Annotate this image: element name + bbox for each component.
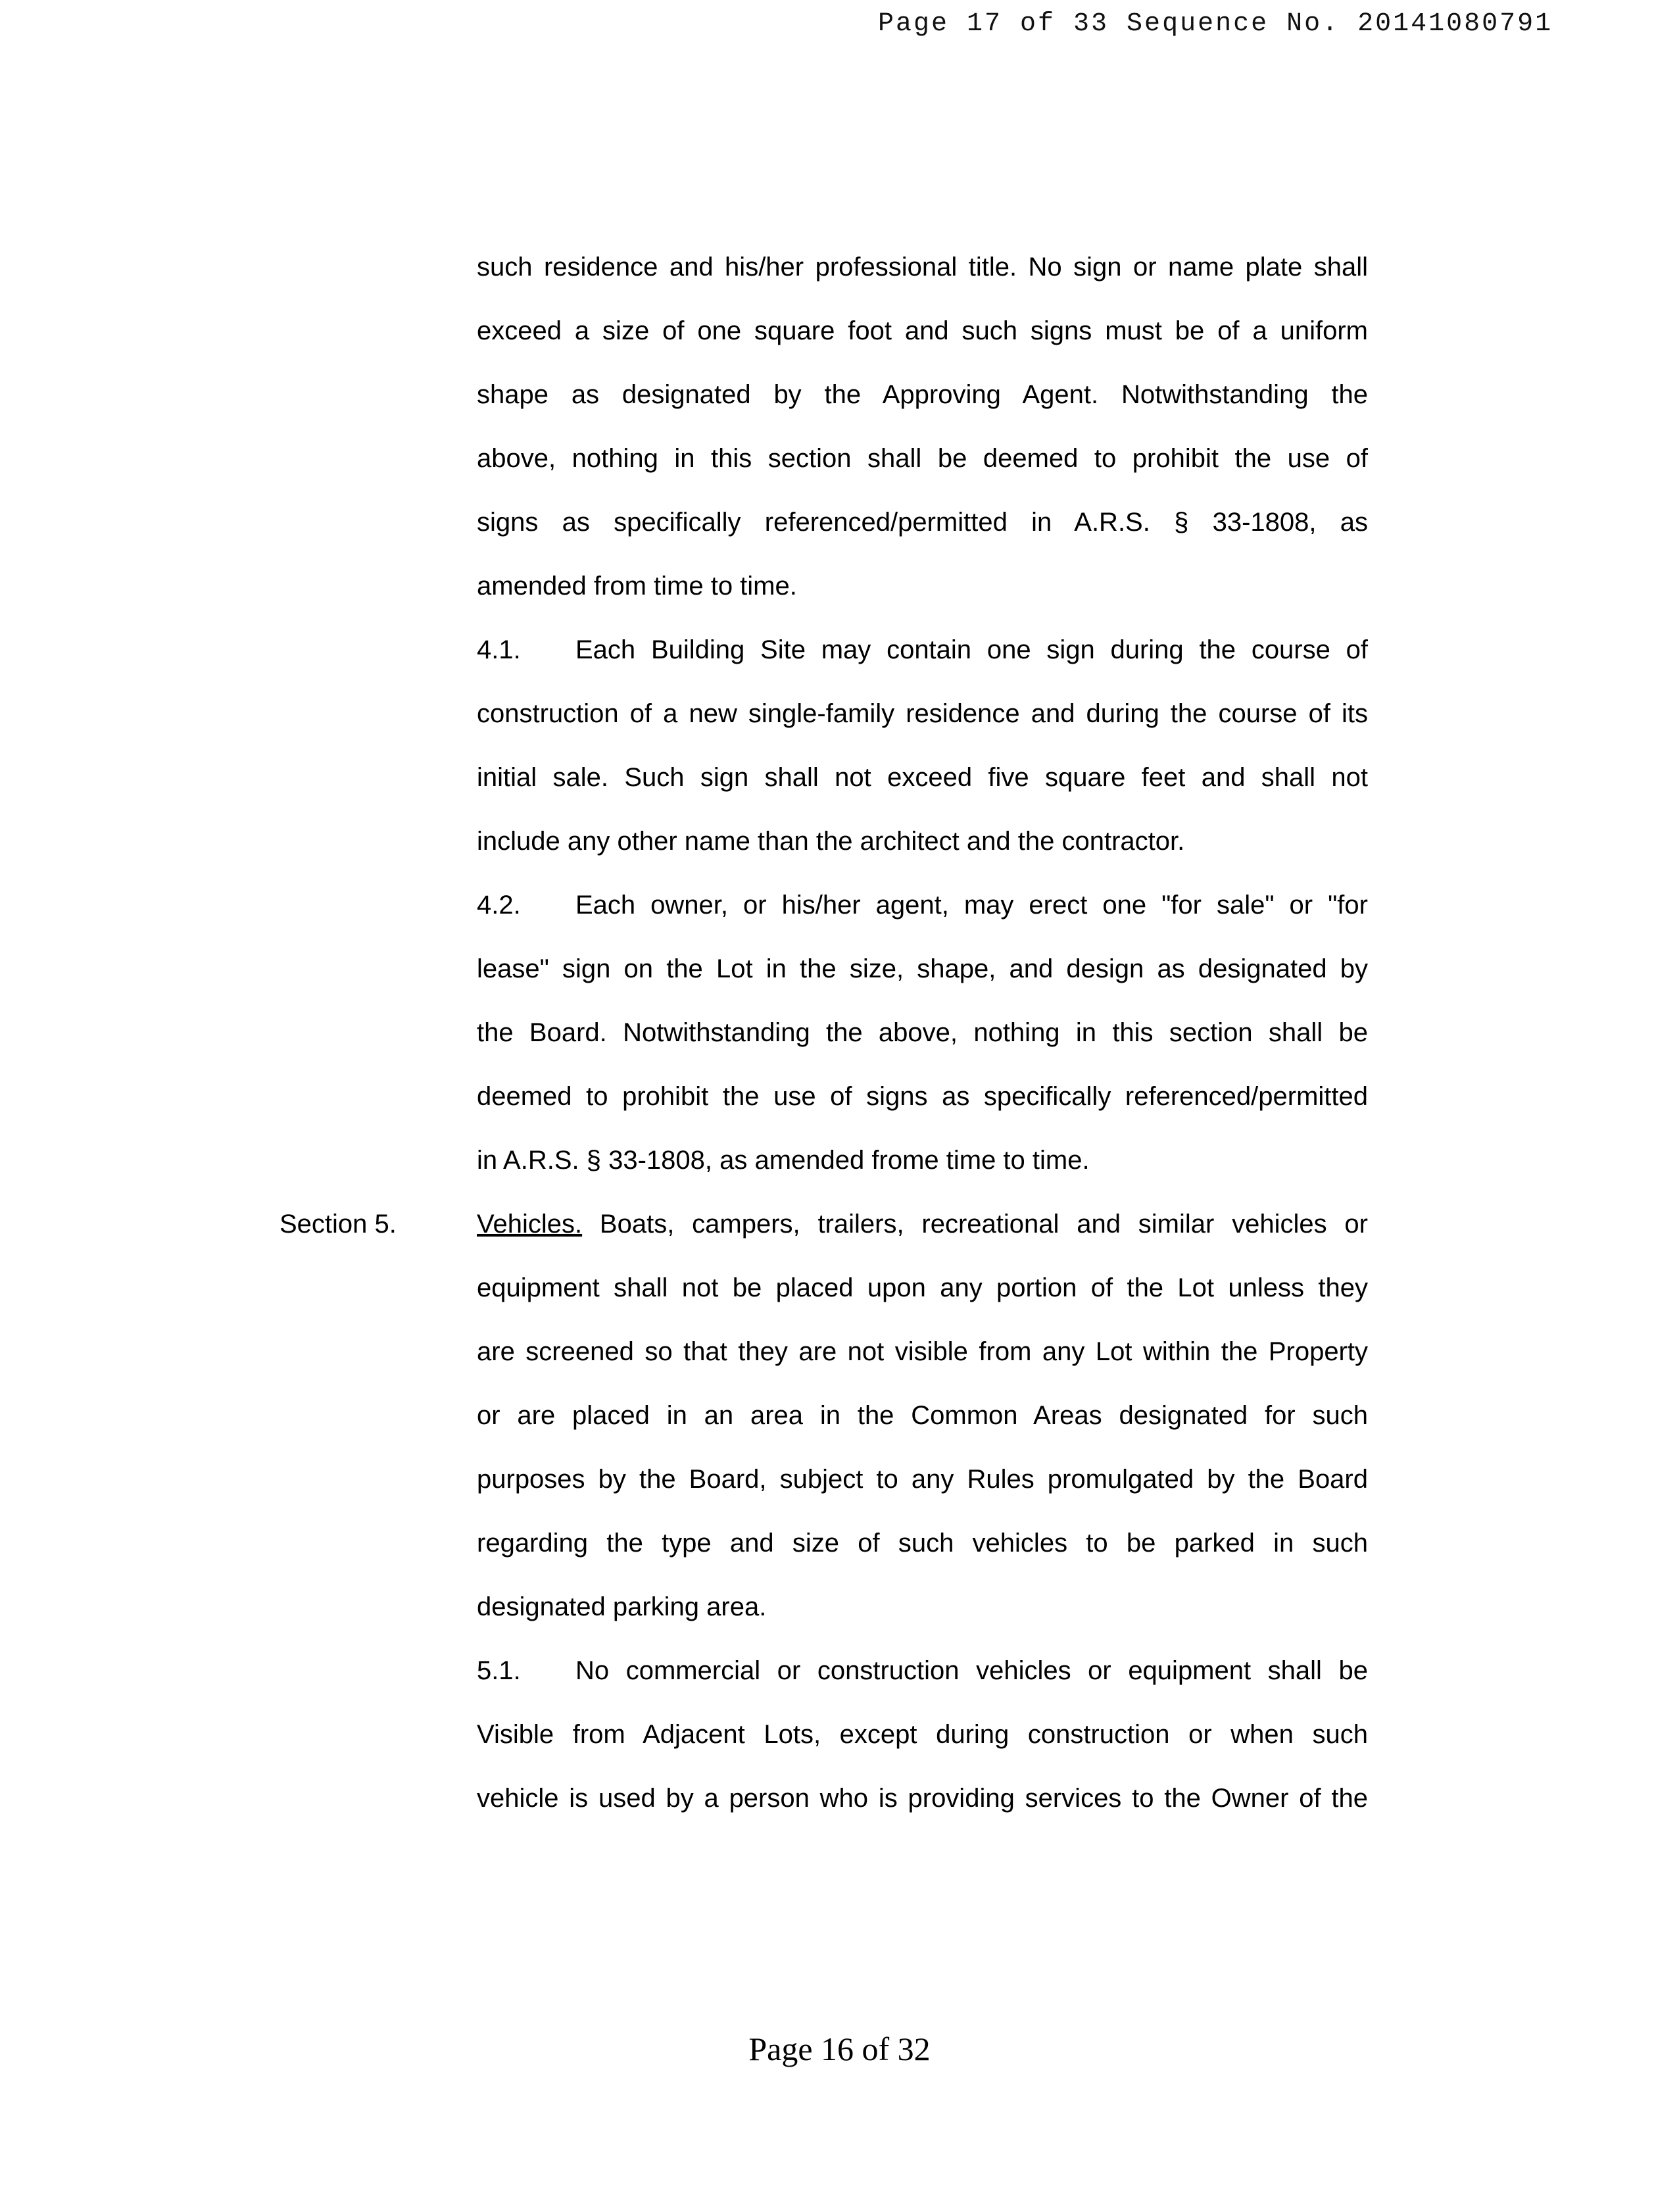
paragraph-4-2-first-line xyxy=(477,873,1368,937)
section-5-line: purposes by the Board, subject to any Rules promulgated by the Board xyxy=(477,1465,1368,1494)
paragraph-4-2-line: lease" sign on the Lot in the size, shape, and design as designated by xyxy=(477,954,1368,983)
section-5-line: are screened so that they are not visible from any Lot within the Property xyxy=(477,1337,1368,1366)
paragraph-5-1-line: Visible from Adjacent Lots, except during construction or when such xyxy=(477,1720,1368,1749)
paragraph-text: Each Building Site may contain one sign during the course of xyxy=(575,635,1368,664)
paragraph-number: 4.1. xyxy=(477,635,521,664)
section-text: Boats, campers, trailers, recreational and similar vehicles or xyxy=(582,1210,1368,1239)
paragraph-5-1-line: vehicle is used by a person who is providing services to the Owner of the xyxy=(477,1784,1368,1813)
paragraph-text: Each owner, or his/her agent, may erect one "for sale" or "for xyxy=(575,891,1368,920)
paragraph-4-1-line: include any other name than the architect and the contractor. xyxy=(477,827,1185,856)
recording-stamp: Page 17 of 33 Sequence No. 20141080791 xyxy=(878,9,1553,39)
section-5-line: regarding the type and size of such vehicles to be parked in such xyxy=(477,1529,1368,1558)
paragraph-5-1-first-line xyxy=(477,1639,1368,1703)
paragraph-text: No commercial or construction vehicles or equipment shall be xyxy=(575,1656,1368,1685)
section-5-line: designated parking area. xyxy=(477,1592,767,1621)
paragraph-number: 5.1. xyxy=(477,1656,521,1685)
continued-paragraph-line: signs as specifically referenced/permitted in A.R.S. § 33-1808, as xyxy=(477,508,1368,537)
continued-paragraph-line: shape as designated by the Approving Agent. Notwithstanding the xyxy=(477,380,1368,409)
continued-paragraph-line: amended from time to time. xyxy=(477,572,797,601)
continued-paragraph-line: exceed a size of one square foot and such signs must be of a uniform xyxy=(477,316,1368,345)
section-5-line: or are placed in an area in the Common Areas designated for such xyxy=(477,1401,1368,1430)
section-5-first-line xyxy=(477,1192,1368,1256)
paragraph-4-2-line: the Board. Notwithstanding the above, nothing in this section shall be xyxy=(477,1018,1368,1047)
continued-paragraph-line: such residence and his/her professional title. No sign or name plate shall xyxy=(477,253,1368,282)
paragraph-4-1-line: initial sale. Such sign shall not exceed five square feet and shall not xyxy=(477,763,1368,792)
paragraph-4-1-first-line xyxy=(477,618,1368,682)
paragraph-4-2-line: deemed to prohibit the use of signs as specifically referenced/permitted xyxy=(477,1082,1368,1111)
section-5-line: equipment shall not be placed upon any portion of the Lot unless they xyxy=(477,1273,1368,1302)
paragraph-number: 4.2. xyxy=(477,891,521,920)
continued-paragraph-line: above, nothing in this section shall be deemed to prohibit the use of xyxy=(477,444,1368,473)
paragraph-4-2-line: in A.R.S. § 33-1808, as amended frome time to time. xyxy=(477,1146,1090,1175)
section-label: Section 5. xyxy=(280,1210,397,1239)
section-heading: Vehicles. xyxy=(477,1210,583,1239)
paragraph-4-1-line: construction of a new single-family residence and during the course of its xyxy=(477,699,1368,728)
page-number-footer: Page 16 of 32 xyxy=(748,2030,931,2067)
